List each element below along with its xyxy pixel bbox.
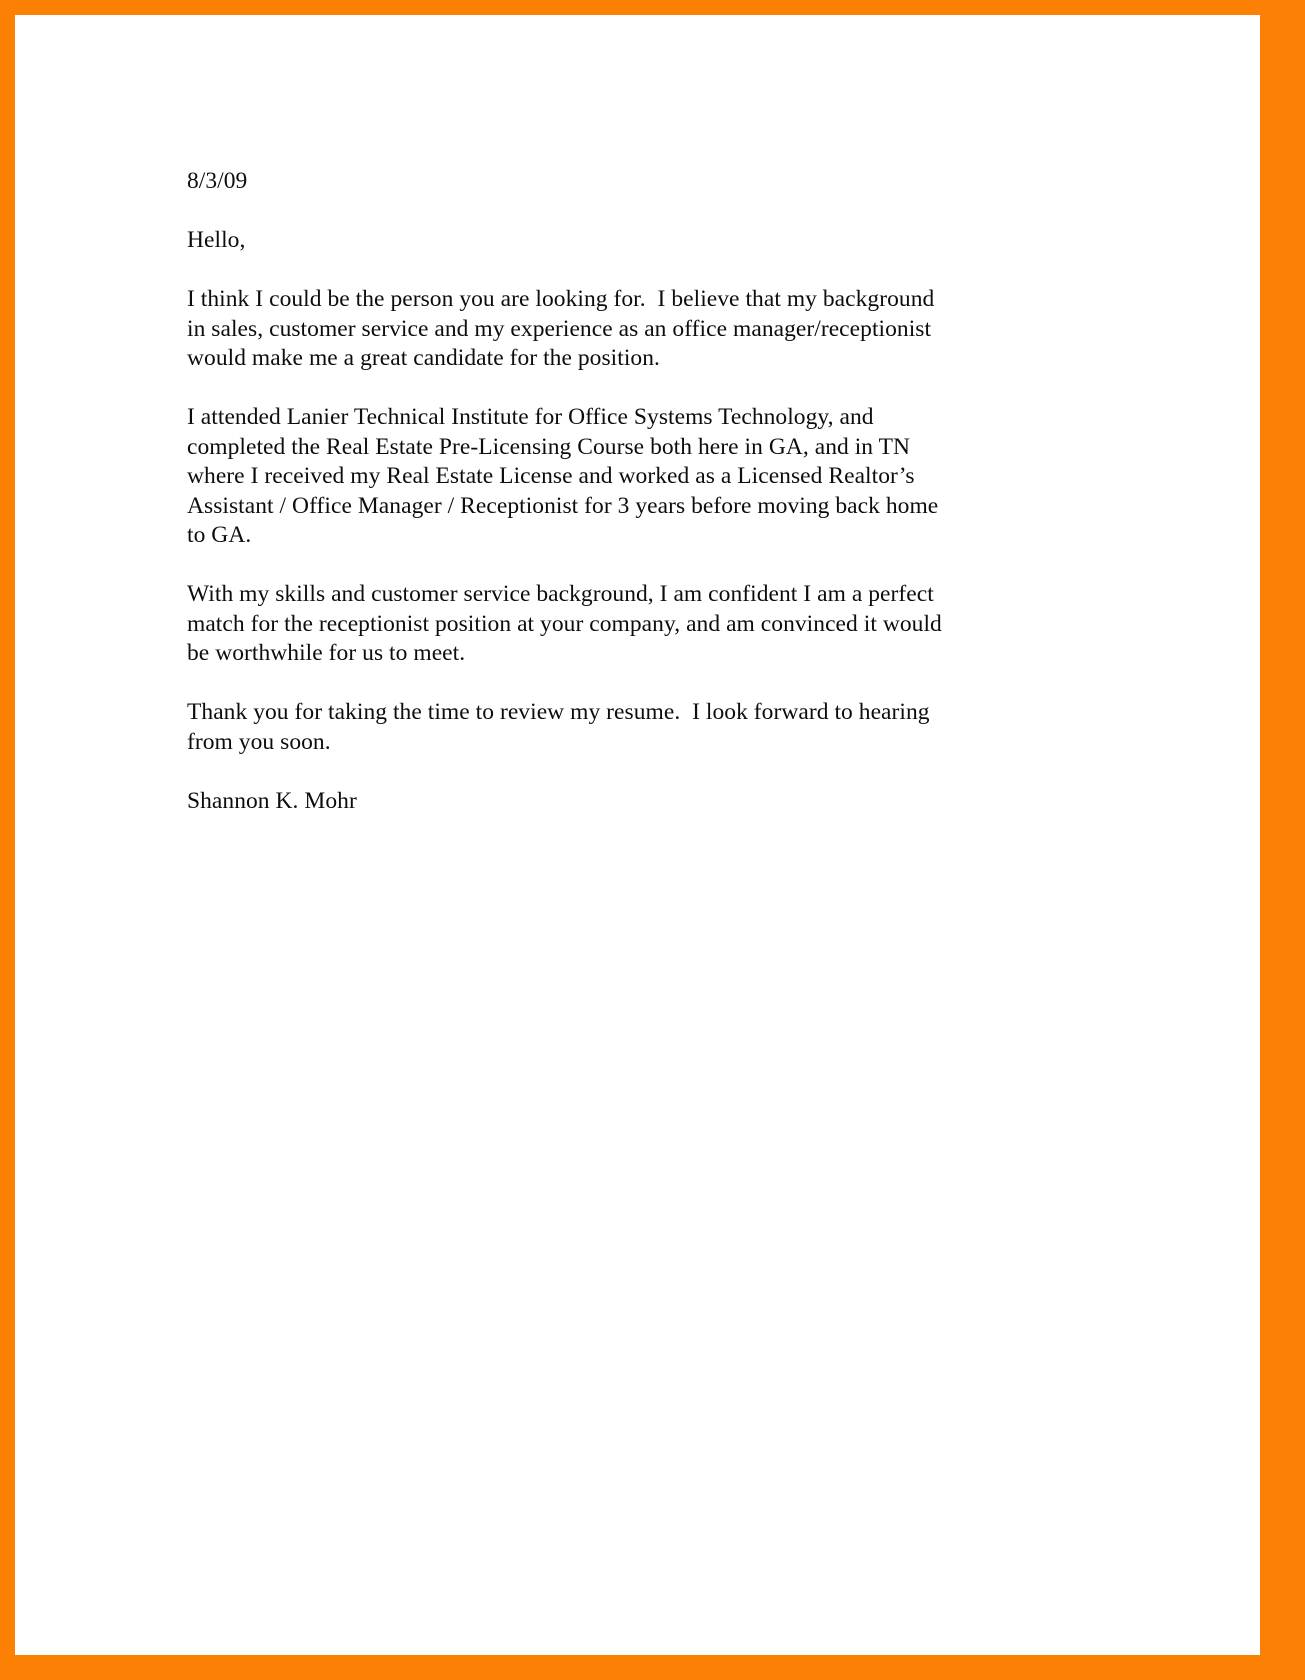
letter-sheet [15, 15, 1260, 1655]
paragraph-line: be worthwhile for us to meet. [187, 640, 466, 666]
paragraph-line: to GA. [187, 522, 252, 548]
letter-date-block [187, 167, 1032, 197]
letter-signature-name: Shannon K. Mohr [187, 787, 357, 814]
letter-paragraph-education-experience [187, 403, 1032, 551]
letter-salutation-block [187, 226, 1032, 256]
paragraph-line: where I received my Real Estate License and worked as a Licensed Realtor’s [187, 463, 915, 489]
letter-signature-block [187, 787, 1032, 817]
letter-salutation: Hello, [187, 227, 246, 253]
paragraph-line: match for the receptionist position at your company, and am convinced it would [187, 610, 942, 637]
orange-border-top [0, 0, 1305, 15]
paragraph-line: Thank you for taking the time to review my resume. I look forward to hearing [187, 699, 930, 725]
paragraph-line: in sales, customer service and my experience as an office manager/receptionist [187, 315, 932, 342]
letter-paragraph-intro [187, 285, 1032, 374]
orange-border-bottom [0, 1655, 1305, 1680]
letter-body [187, 167, 1032, 816]
paragraph-line: I think I could be the person you are looking for. I believe that my background [187, 286, 935, 312]
paragraph-line: completed the Real Estate Pre-Licensing Course both here in GA, and in TN [187, 433, 911, 460]
paragraph-line: from you soon. [187, 728, 331, 755]
orange-border-left [0, 0, 15, 1680]
paragraph-line: I attended Lanier Technical Institute for Office Systems Technology, and [187, 404, 874, 430]
paragraph-line: Assistant / Office Manager / Receptionist for 3 years before moving back home [187, 492, 939, 519]
paragraph-line: With my skills and customer service background, I am confident I am a perfect [187, 581, 934, 607]
letter-paragraph-fit-statement [187, 580, 1032, 669]
orange-border-right [1260, 0, 1305, 1680]
paragraph-line: would make me a great candidate for the position. [187, 345, 660, 371]
letter-date: 8/3/09 [187, 168, 248, 194]
letter-paragraph-closing [187, 698, 1032, 757]
